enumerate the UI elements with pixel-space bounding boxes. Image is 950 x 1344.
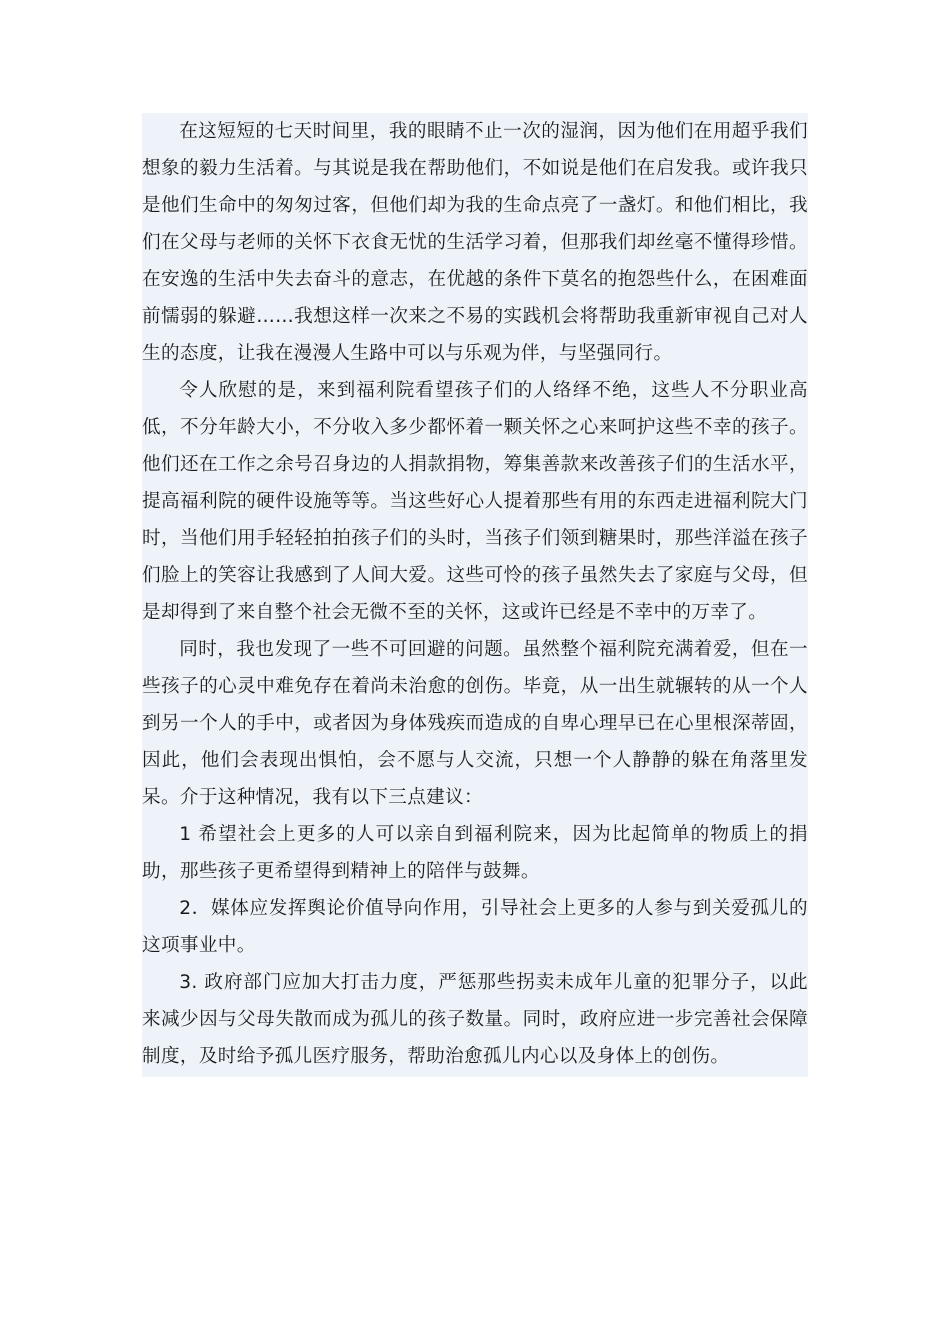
suggestion-3: 3. 政府部门应加大打击力度，严惩那些拐卖未成年儿童的犯罪分子，以此来减少因与父母失散而成为孤儿的孩子数量。同时，政府应进一步完善社会保障制度，及时给予孤儿医疗服务，帮助治愈孤儿内心以及身体上的创伤。 <box>142 972 808 1067</box>
paragraph-reflection: 在这短短的七天时间里，我的眼睛不止一次的湿润，因为他们在用超乎我们想象的毅力生活着。与其说是我在帮助他们，不如说是他们在启发我。或许我只是他们生命中的匆匆过客，但他们却为我的生命点亮了一盏灯。和他们相比，我们在父母与老师的关怀下衣食无忧的生活学习着，但那我们却丝毫不懂得珍惜。在安逸的生活中失去奋斗的意志，在优越的条件下莫名的抱怨些什么，在困难面前懦弱的躲避……我想这样一次来之不易的实践机会将帮助我重新审视自己对人生的态度，让我在漫漫人生路中可以与乐观为伴，与坚强同行。 <box>142 121 808 364</box>
suggestion-2: 2．媒体应发挥舆论价值导向作用，引导社会上更多的人参与到关爱孤儿的这项事业中。 <box>142 898 808 956</box>
paragraph-visitors: 令人欣慰的是，来到福利院看望孩子们的人络绎不绝，这些人不分职业高低，不分年龄大小，不分收入多少都怀着一颗关怀之心来呵护这些不幸的孩子。他们还在工作之余号召身边的人捐款捐物，筹集善款来改善孩子们的生活水平，提高福利院的硬件设施等等。当这些好心人提着那些有用的东西走进福利院大门时，当他们用手轻轻拍拍孩子们的头时，当孩子们领到糖果时，那些洋溢在孩子们脸上的笑容让我感到了人间大爱。这些可怜的孩子虽然失去了家庭与父母，但是却得到了来自整个社会无微不至的关怀，这或许已经是不幸中的万幸了。 <box>142 380 808 623</box>
suggestion-1: 1 希望社会上更多的人可以亲自到福利院来，因为比起简单的物质上的捐助，那些孩子更希望得到精神上的陪伴与鼓舞。 <box>142 824 808 882</box>
highlighted-text-block <box>142 113 808 1077</box>
paragraph-problems: 同时，我也发现了一些不可回避的问题。虽然整个福利院充满着爱，但在一些孩子的心灵中难免存在着尚未治愈的创伤。毕竟，从一出生就辗转的从一个人到另一个人的手中，或者因为身体残疾而造成的自卑心理早已在心里根深蒂固，因此，他们会表现出惧怕，会不愿与人交流，只想一个人静静的躲在角落里发呆。介于这种情况，我有以下三点建议： <box>142 639 808 808</box>
